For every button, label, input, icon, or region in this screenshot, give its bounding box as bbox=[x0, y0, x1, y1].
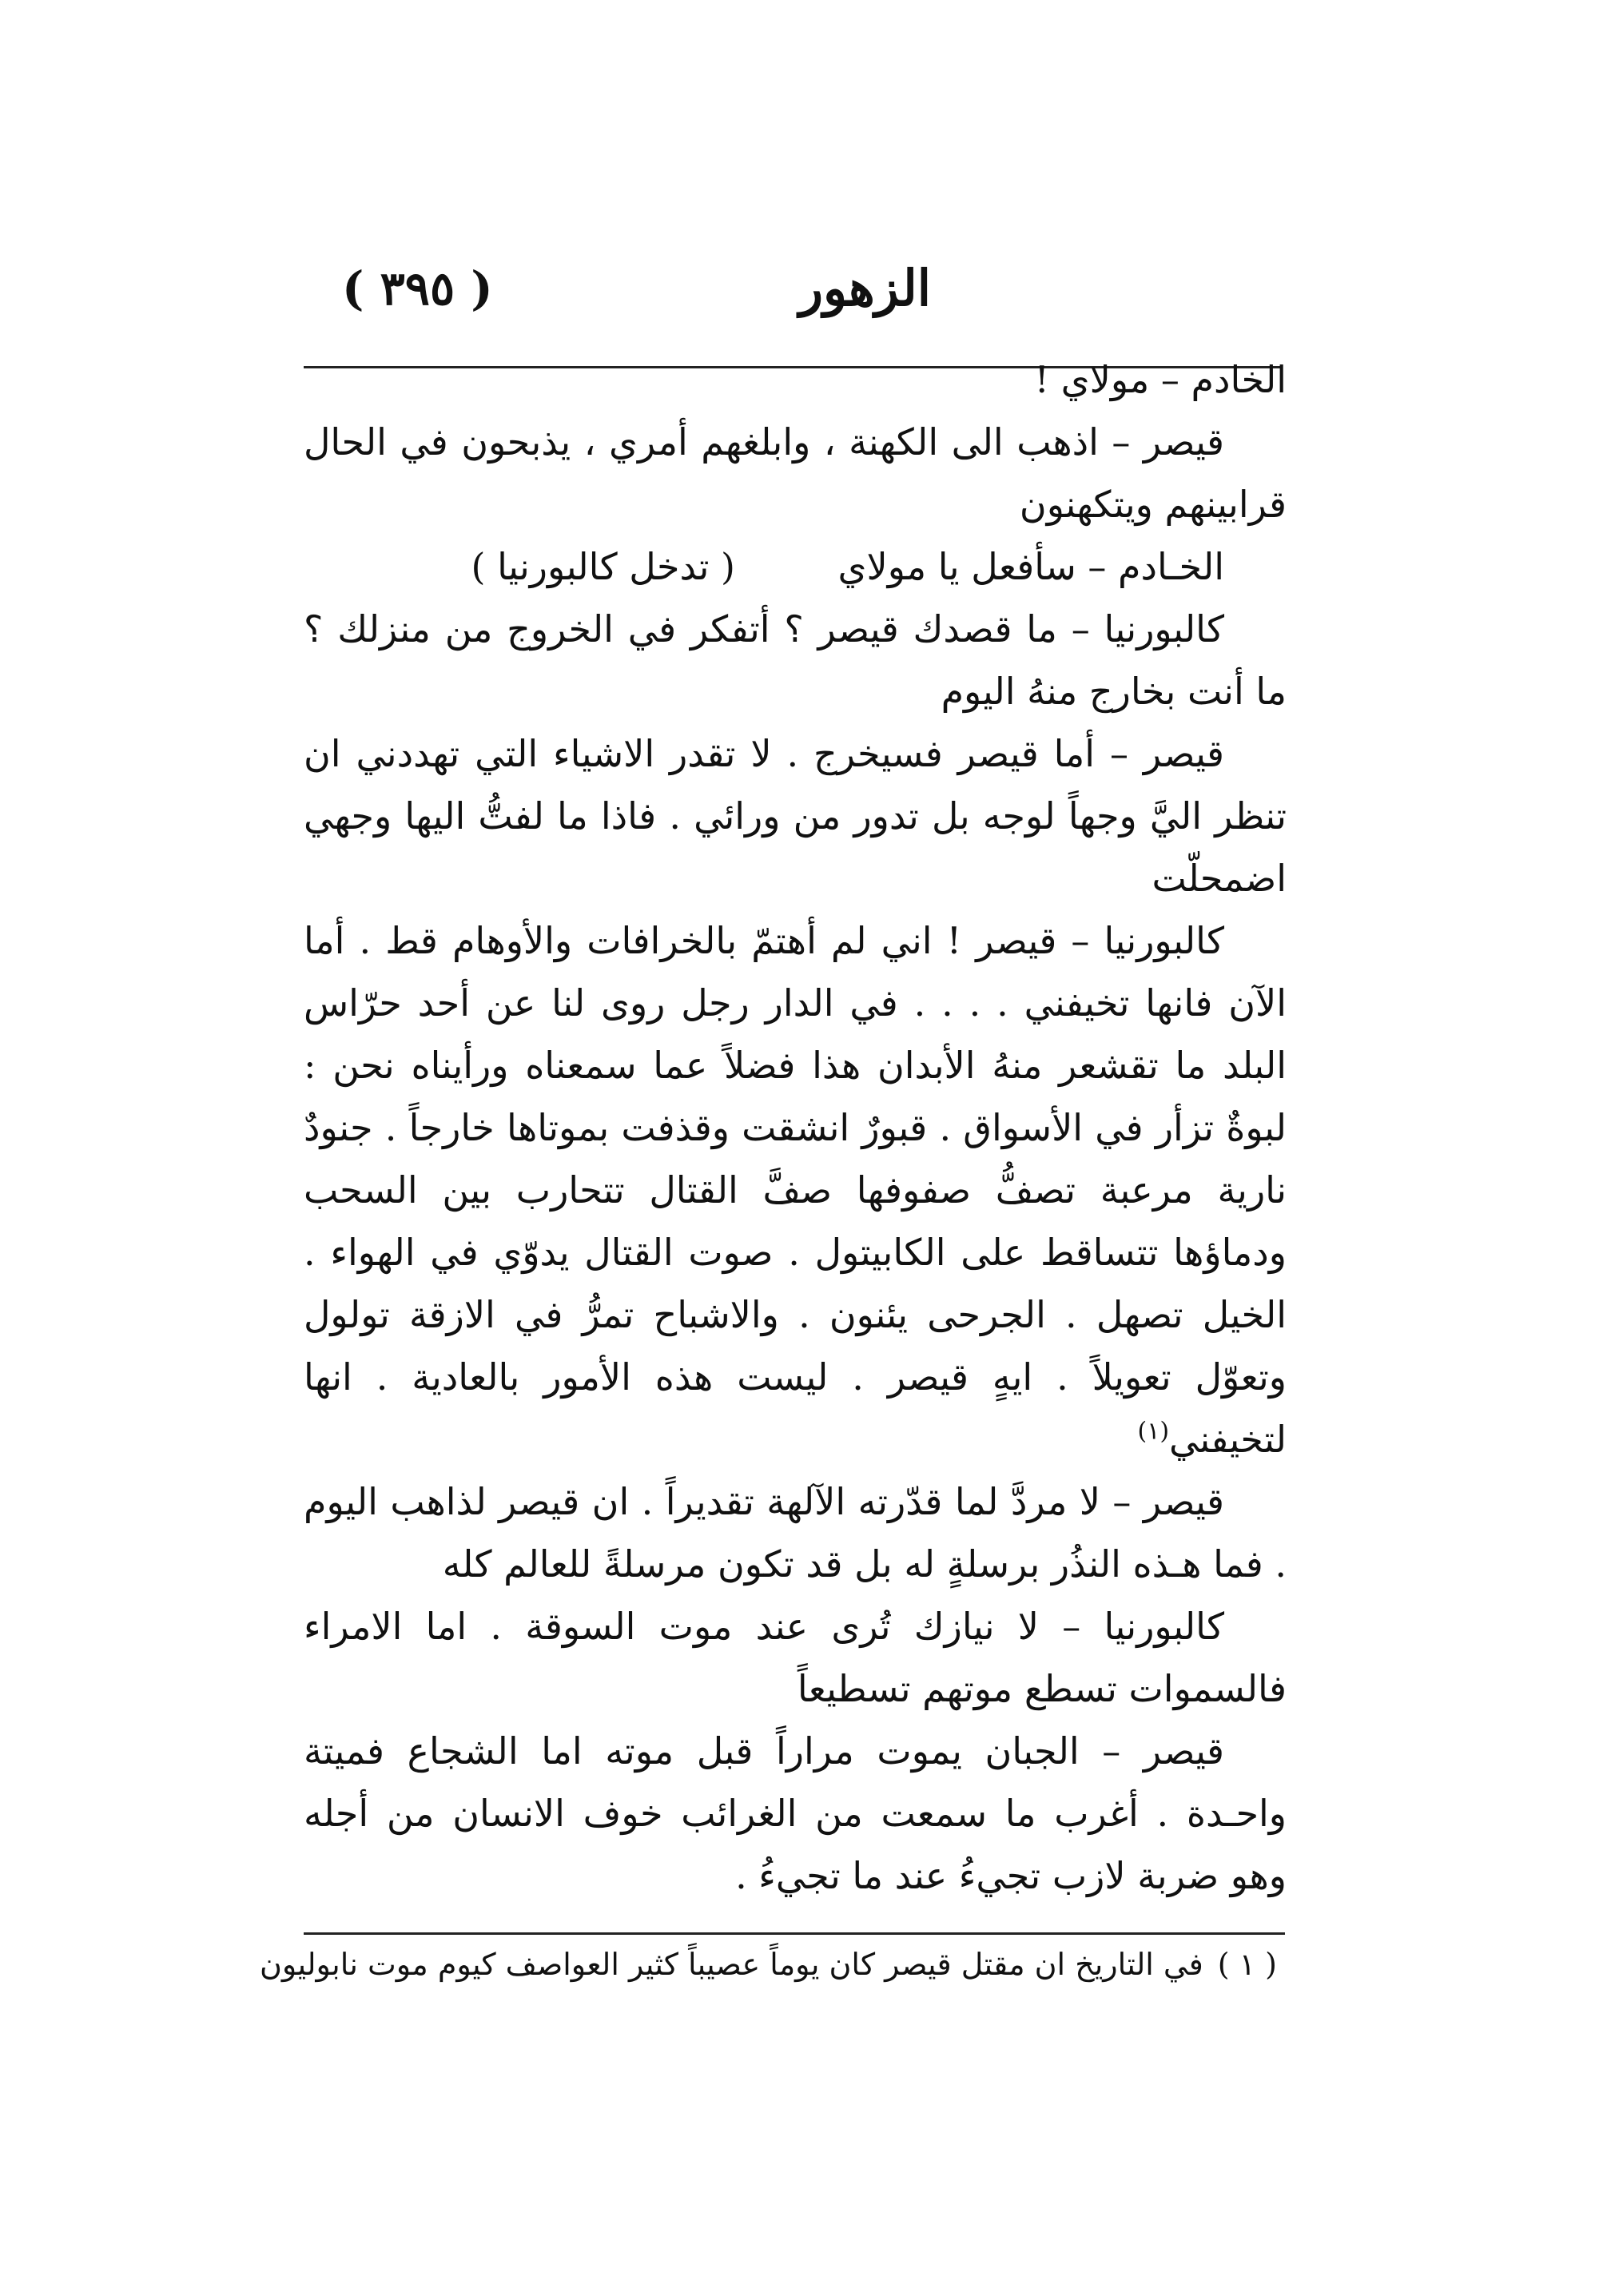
footnote bbox=[259, 1940, 1277, 1988]
dialogue-line-calpurnia: كالبورنيا – ما قصدك قيصر ؟ أتفكر في الخروج من منزلك ؟ ما أنت بخارج منهُ اليوم bbox=[304, 607, 1287, 713]
page-number: ( ٣٩٥ ) bbox=[342, 261, 493, 316]
dialogue-line-caesar: قيصر – لا مردَّ لما قدّرته الآلهة تقديراً . ان قيصر لذاهب اليوم . فما هـذه النذُر برسلةٍ له بل قد تكون مرسلةً للعالم كله bbox=[304, 1480, 1287, 1586]
footnote-marker: ( ١ ) bbox=[1217, 1947, 1277, 1982]
stage-direction-line bbox=[304, 535, 1287, 598]
dialogue-line-servant: الخادم – مولاي ! bbox=[1034, 358, 1287, 401]
dialogue-line-caesar: قيصر – أما قيصر فسيخرج . لا تقدر الاشياء التي تهددني ان تنظر اليَّ وجهاً لوجه بل تدور من ورائي . فاذا ما لفتُّ اليها وجهي اضمحلّت bbox=[304, 732, 1287, 900]
dialogue-line-calpurnia: كالبورنيا – لا نيازك تُرى عند موت السوقة . اما الامراء فالسموات تسطع موتهم تسطيعاً bbox=[304, 1605, 1287, 1710]
footnote-reference: (١) bbox=[1137, 1417, 1170, 1446]
page-header bbox=[304, 257, 1283, 345]
dialogue-line-servant-reply: الخـادم – سأفعل يا مولاي bbox=[837, 545, 1224, 588]
dialogue-line-caesar: قيصر – الجبان يموت مراراً قبل موته اما الشجاع فميتة واحـدة . أغرب ما سمعت من الغرائب خوف الانسان من أجله وهو ضربة لازب تجيءُ عند ما تجيءُ . bbox=[304, 1729, 1287, 1897]
dialogue-line-calpurnia-text: كالبورنيا – قيصر ! اني لم أهتمّ بالخرافات والأوهام قط . أما الآن فانها تخيفني . . . . في الدار رجل روى لنا عن أحد حرّاس البلد ما تقشعر منهُ الأبدان هذا فضلاً عما سمعناه ورأيناه نحن : لبوةٌ تزأر في الأسواق . قبورٌ انشقت وقذفت بموتاها خارجاً . جنودٌ نارية مرعبة تصفُّ صفوفها صفَّ القتال تتحارب بين السحب ودماؤها تتساقط على الكابيتول . صوت القتال يدوّي في الهواء . الخيل تصهل . الجرحى يئنون . والاشباح تمرُّ في الازقة تولول وتعوّل تعويلاً . ايهٍ قيصر . ليست هذه الأمور بالعادية . انها لتخيفني bbox=[304, 919, 1287, 1461]
stage-direction: ( تدخل كالبورنيا ) bbox=[471, 545, 735, 588]
dialogue-text bbox=[304, 348, 1287, 1907]
footnote-text: في التاريخ ان مقتل قيصر كان يوماً عصيباً كثير العواصف كيوم موت نابوليون bbox=[259, 1947, 1203, 1982]
dialogue-line-calpurnia bbox=[304, 909, 1287, 1470]
dialogue-line-caesar: قيصر – اذهب الى الكهنة ، وابلغهم أمري ، يذبحون في الحال قرابينهم ويتكهنون bbox=[304, 420, 1287, 526]
running-title: الزهور bbox=[799, 259, 931, 317]
footnote-rule bbox=[304, 1932, 1285, 1935]
